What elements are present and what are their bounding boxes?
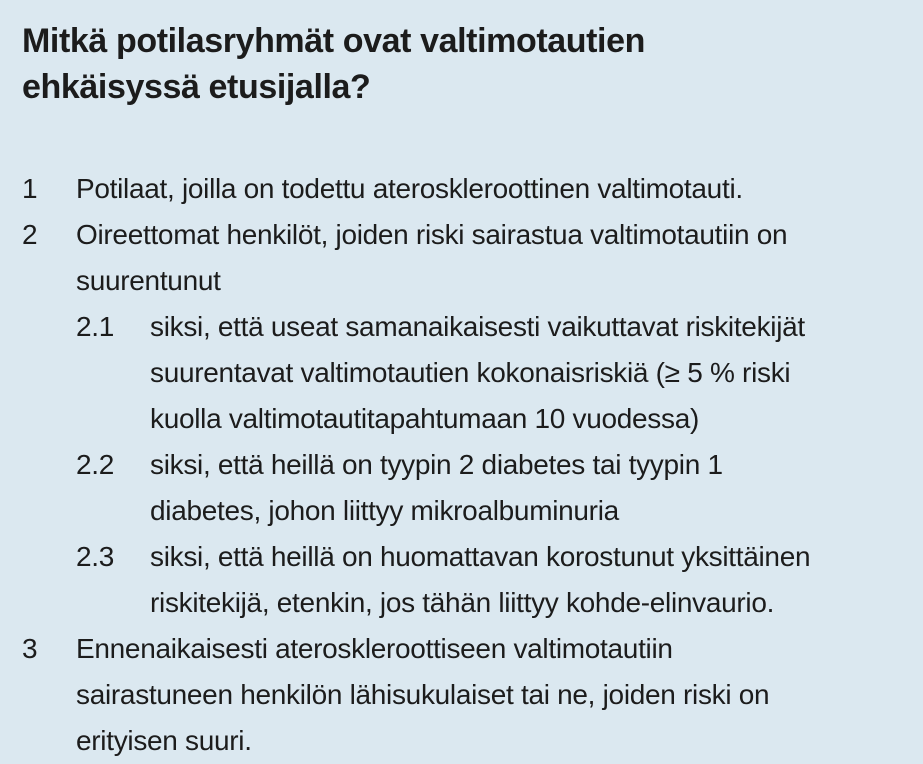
subitem-number: 2.1 [76, 311, 115, 342]
text-line: Ennenaikaisesti ateroskleroottiseen valtimotautiin [76, 633, 673, 664]
subitem-text [150, 304, 903, 442]
item-number: 3 [22, 633, 38, 664]
text-line: suurentavat valtimotautien kokonaisriskiä (≥ 5 % riski [150, 357, 791, 388]
item-text [76, 626, 903, 764]
text-line: suurentunut [76, 265, 221, 296]
title-line: Mitkä potilasryhmät ovat valtimotautien [22, 22, 645, 60]
subitem-text [150, 534, 903, 626]
item-text [76, 166, 903, 212]
text-line: Oireettomat henkilöt, joiden riski sairastua valtimotautiin on [76, 219, 788, 250]
item-number: 1 [22, 173, 38, 204]
text-line: siksi, että useat samanaikaisesti vaikuttavat riskitekijät [150, 311, 805, 342]
text-line: siksi, että heillä on tyypin 2 diabetes tai tyypin 1 [150, 449, 723, 480]
item-text [76, 212, 903, 304]
text-line: erityisen suuri. [76, 725, 252, 756]
text-line: diabetes, johon liittyy mikroalbuminuria [150, 495, 619, 526]
list-item-2 [22, 212, 903, 304]
subitem-number: 2.3 [76, 541, 115, 572]
text-line: sairastuneen henkilön lähisukulaiset tai ne, joiden riski on [76, 679, 770, 710]
text-line: Potilaat, joilla on todettu ateroskleroottinen valtimotauti. [76, 173, 743, 204]
subitem-text [150, 442, 903, 534]
list-item-3 [22, 626, 903, 764]
priority-list [22, 166, 903, 764]
text-line: siksi, että heillä on huomattavan korostunut yksittäinen [150, 541, 811, 572]
list-item-1 [22, 166, 903, 212]
text-line: kuolla valtimotautitapahtumaan 10 vuodessa) [150, 403, 700, 434]
item-number: 2 [22, 219, 38, 250]
box-title [22, 18, 903, 110]
list-subitem-2-3 [76, 534, 903, 626]
list-subitem-2-2 [76, 442, 903, 534]
text-line: riskitekijä, etenkin, jos tähän liittyy kohde-elinvaurio. [150, 587, 775, 618]
title-line: ehkäisyssä etusijalla? [22, 68, 371, 106]
list-subitem-2-1 [76, 304, 903, 442]
subitem-number: 2.2 [76, 449, 115, 480]
